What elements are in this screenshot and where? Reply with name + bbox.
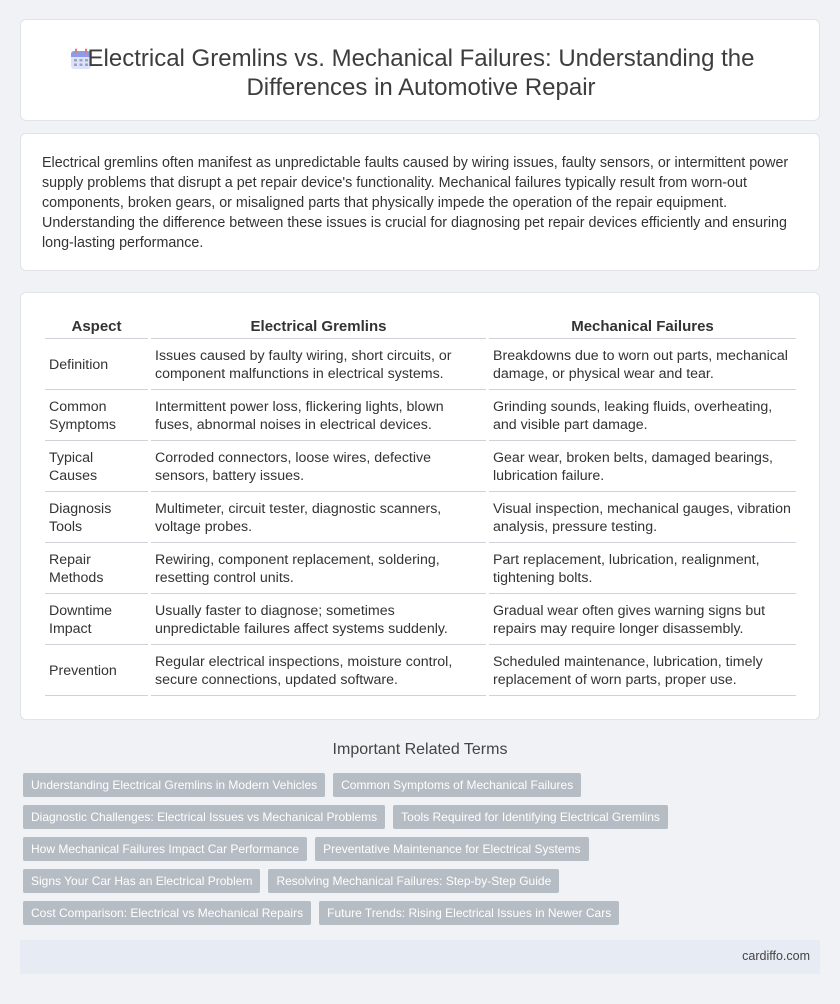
aspect-cell: Typical Causes: [45, 443, 148, 492]
aspect-cell: Common Symptoms: [45, 392, 148, 441]
related-term-tag[interactable]: Diagnostic Challenges: Electrical Issues vs Mechanical Problems: [23, 805, 385, 829]
header-card: [20, 19, 820, 121]
table-row: [45, 596, 796, 645]
related-term-tag[interactable]: Understanding Electrical Gremlins in Modern Vehicles: [23, 773, 325, 797]
mechanical-cell: Gear wear, broken belts, damaged bearings, lubrication failure.: [489, 443, 796, 492]
related-term-tag[interactable]: Future Trends: Rising Electrical Issues in Newer Cars: [319, 901, 619, 925]
electrical-cell: Corroded connectors, loose wires, defective sensors, battery issues.: [151, 443, 486, 492]
tag-row: [23, 837, 803, 861]
related-term-tag[interactable]: Preventative Maintenance for Electrical Systems: [315, 837, 588, 861]
related-terms-list: [23, 773, 803, 933]
related-term-tag[interactable]: Cost Comparison: Electrical vs Mechanical Repairs: [23, 901, 311, 925]
column-header-electrical: Electrical Gremlins: [151, 315, 486, 339]
page-title: Electrical Gremlins vs. Mechanical Failures: Understanding the Differences in Automotive Repair: [87, 45, 755, 101]
aspect-cell: Definition: [45, 341, 148, 390]
mechanical-cell: Scheduled maintenance, lubrication, timely replacement of worn parts, proper use.: [489, 647, 796, 696]
tag-row: [23, 805, 803, 829]
related-term-tag[interactable]: How Mechanical Failures Impact Car Performance: [23, 837, 307, 861]
tag-row: [23, 901, 803, 925]
related-term-tag[interactable]: Common Symptoms of Mechanical Failures: [333, 773, 581, 797]
related-term-tag[interactable]: Tools Required for Identifying Electrical Gremlins: [393, 805, 668, 829]
electrical-cell: Issues caused by faulty wiring, short circuits, or component malfunctions in electrical systems.: [151, 341, 486, 390]
mechanical-cell: Breakdowns due to worn out parts, mechanical damage, or physical wear and tear.: [489, 341, 796, 390]
intro-paragraph: Electrical gremlins often manifest as unpredictable faults caused by wiring issues, faulty sensors, or intermittent power supply problems that disrupt a pet repair device's functionality. Mechanical failures typically result from worn-out components, broken gears, or misaligned parts that physically impede the operation of the repair equipment. Understanding the difference between these issues is crucial for diagnosing pet repair devices efficiently and ensuring long-lasting performance.: [42, 155, 789, 251]
aspect-cell: Downtime Impact: [45, 596, 148, 645]
table-header-row: [45, 315, 796, 339]
mechanical-cell: Part replacement, lubrication, realignment, tightening bolts.: [489, 545, 796, 594]
tag-row: [23, 773, 803, 797]
related-terms-heading: Important Related Terms: [332, 741, 508, 758]
table-row: [45, 443, 796, 492]
table-row: [45, 341, 796, 390]
intro-card: [20, 133, 820, 271]
electrical-cell: Multimeter, circuit tester, diagnostic scanners, voltage probes.: [151, 494, 486, 543]
electrical-cell: Rewiring, component replacement, soldering, resetting control units.: [151, 545, 486, 594]
related-term-tag[interactable]: Signs Your Car Has an Electrical Problem: [23, 869, 260, 893]
table-row: [45, 647, 796, 696]
column-header-aspect: Aspect: [45, 315, 148, 339]
electrical-cell: Usually faster to diagnose; sometimes unpredictable failures affect systems suddenly.: [151, 596, 486, 645]
table-row: [45, 545, 796, 594]
electrical-cell: Regular electrical inspections, moisture control, secure connections, updated software.: [151, 647, 486, 696]
footer-site-link[interactable]: cardiffo.com: [742, 949, 810, 963]
footer: [20, 940, 820, 974]
column-header-mechanical: Mechanical Failures: [489, 315, 796, 339]
aspect-cell: Prevention: [45, 647, 148, 696]
table-row: [45, 494, 796, 543]
mechanical-cell: Visual inspection, mechanical gauges, vibration analysis, pressure testing.: [489, 494, 796, 543]
aspect-cell: Diagnosis Tools: [45, 494, 148, 543]
aspect-cell: Repair Methods: [45, 545, 148, 594]
tag-row: [23, 869, 803, 893]
mechanical-cell: Gradual wear often gives warning signs but repairs may require longer disassembly.: [489, 596, 796, 645]
comparison-card: [20, 292, 820, 720]
mechanical-cell: Grinding sounds, leaking fluids, overheating, and visible part damage.: [489, 392, 796, 441]
table-row: [45, 392, 796, 441]
related-term-tag[interactable]: Resolving Mechanical Failures: Step-by-Step Guide: [268, 869, 559, 893]
electrical-cell: Intermittent power loss, flickering lights, blown fuses, abnormal noises in electrical devices.: [151, 392, 486, 441]
comparison-table: [42, 313, 799, 698]
